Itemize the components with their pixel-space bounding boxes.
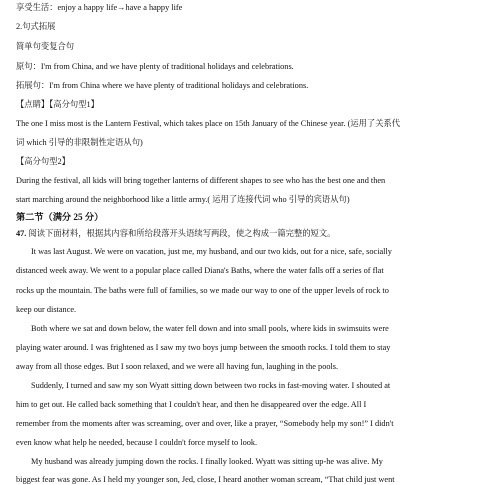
paragraph-line: even know what help he needed, because I couldn't force myself to look.	[16, 438, 258, 447]
text-line: start marching around the neighborhood like a little army.( 运用了连接代词 who 引导的宾语从句)	[16, 195, 350, 204]
question-instruction	[16, 228, 468, 239]
paragraph-line: remember from the moments after was screaming, over and over, like a prayer, “Somebody help my son!” I didn't	[16, 419, 394, 428]
paragraph-line: It was last August. We were on vacation, just me, my husband, and our two kids, out for a nice, safe, socially	[31, 247, 392, 256]
paragraph-line: him to get out. He called back something that I couldn't hear, and then he disappeared over the edge. All I	[16, 400, 367, 409]
paragraph-line: playing water around. I was frightened as I saw my two boys jump between the smooth rocks. I told them to stay	[16, 343, 391, 352]
question-number: 47.	[16, 229, 27, 238]
paragraph-line: My husband was already jumping down the rocks. I finally looked. Wyatt was sitting up-he was alive. My	[31, 457, 383, 466]
text-line: During the festival, all kids will bring together lanterns of different shapes to see who has the best one and then	[16, 176, 386, 185]
text-line: 词 which 引导的非限制性定语从句)	[16, 138, 143, 147]
text-line: 简单句变复合句	[16, 42, 75, 51]
paragraph-line: Suddenly, I turned and saw my son Wyatt sitting down between two rocks in fast-moving water. I shouted at	[31, 381, 391, 390]
question-text: 阅读下面材料，根据其内容和所给段落开头语续写两段，使之构成一篇完整的短文。	[28, 229, 336, 238]
paragraph-line: rocks up the mountain. The baths were full of families, so we made our way to one of the upper levels of rock to	[16, 286, 389, 295]
paragraph-line: Both where we sat and down below, the water fell down and into small pools, where kids in swimsuits were	[31, 324, 389, 333]
original-sentence: 原句：I'm from China, and we have plenty of traditional holidays and celebrations.	[16, 62, 294, 71]
part-heading: 第二节（满分 25 分）	[16, 212, 104, 222]
text-line: 享受生活：enjoy a happy life→have a happy life	[16, 3, 183, 12]
text-line: The one I miss most is the Lantern Festival, which takes place on 15th January of the Chinese year. (运用了关系代	[16, 119, 401, 128]
paragraph-line: distanced week away. We went to a popular place called Diana's Baths, where the water falls off a series of flat	[16, 266, 384, 275]
tip-heading: 【点睛】【高分句型1】	[16, 100, 99, 109]
paragraph-line: away from all those edges. But I soon relaxed, and we were all having fun, laughing in the pools.	[16, 362, 339, 371]
tip-heading: 【高分句型2】	[16, 157, 70, 166]
paragraph-line: keep our distance.	[16, 305, 77, 314]
section-heading: 2.句式拓展	[16, 22, 56, 31]
expanded-sentence: 拓展句：I'm from China where we have plenty of traditional holidays and celebrations.	[16, 81, 309, 90]
paragraph-line: biggest fear was gone. As I held my younger son, Jed, close, I heard another woman scream, “That child just went	[16, 475, 395, 484]
